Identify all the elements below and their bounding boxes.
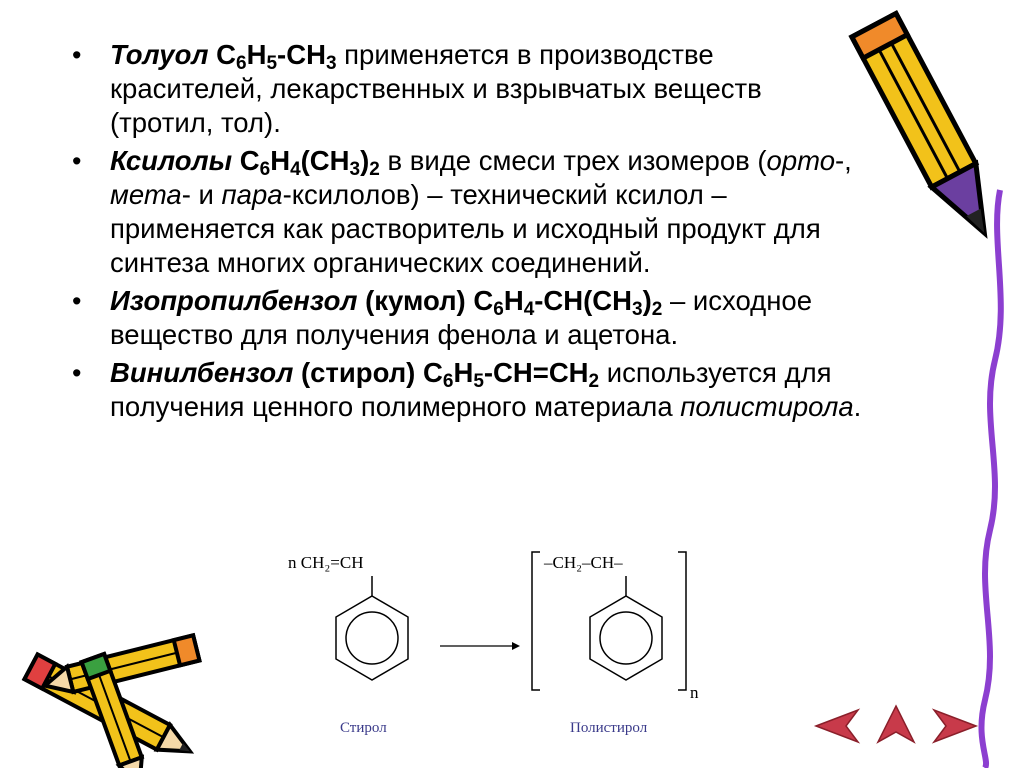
bullet-list bbox=[72, 38, 872, 428]
nav-home-button[interactable] bbox=[874, 702, 918, 746]
nav-next-button[interactable] bbox=[930, 706, 980, 746]
left-bracket bbox=[532, 552, 540, 690]
formula-styrene: $C_6H_5-CH=CH_2$ bbox=[422, 357, 600, 392]
bullet-marker: • bbox=[72, 40, 82, 70]
monomer-caption: Стирол bbox=[340, 720, 387, 736]
desc-toluene: применяется в производстве красителей, лекарственных и взрывчатых веществ (тротил, тол). bbox=[110, 39, 762, 138]
nav-prev-button[interactable] bbox=[812, 706, 862, 746]
triangle-left-icon bbox=[816, 710, 858, 742]
crossed-pencils-icon bbox=[0, 615, 210, 765]
polymer-caption: Полистирол bbox=[570, 720, 648, 736]
bullet-xylenes: • Ксилолы $C_6H_4(CH_3)_2$ в виде смеси трех изомеров (орто-, мета- и пара-ксилолов) – технический ксилол – применяется как растворитель и исходный продукт для синтеза многих органических соединений. bbox=[72, 145, 852, 278]
bullet-marker: • bbox=[72, 358, 82, 388]
polymer-formula: –CH₂–CH– bbox=[544, 553, 623, 572]
formula-toluene: $C_6H_5-CH_3$ bbox=[216, 39, 337, 74]
bullet-marker: • bbox=[72, 286, 82, 316]
formula-cumene: $C_6H_4-CH(CH_3)_2$ bbox=[473, 285, 663, 320]
benzene-ring-monomer bbox=[336, 596, 408, 680]
monomer-formula: n CH₂=CH bbox=[288, 553, 364, 572]
bullet-styrene: • Винилбензол (стирол) $C_6H_5-CH=CH_2$ используется для получения ценного полимерного материала полистирола. bbox=[72, 357, 862, 422]
desc-cumene: – исходное вещество для получения фенола и ацетона. bbox=[110, 285, 812, 350]
triangle-right-icon bbox=[934, 710, 976, 742]
bullet-cumene: • Изопропилбензол (кумол) $C_6H_4-CH(CH_3)_2$ – исходное вещество для получения фенола и ацетона. bbox=[72, 285, 812, 350]
term-styrene: Винилбензол bbox=[110, 357, 294, 388]
term-xylenes: Ксилолы bbox=[110, 145, 233, 176]
pencil-icon bbox=[860, 0, 1020, 260]
bullet-toluene bbox=[72, 38, 872, 140]
triangle-up-icon bbox=[878, 706, 914, 742]
benzene-ring-polymer bbox=[590, 596, 662, 680]
term-toluene: Толуол bbox=[110, 39, 209, 70]
desc-styrene: используется для получения ценного полимерного материала bbox=[110, 357, 832, 422]
n-subscript: n bbox=[690, 683, 699, 702]
right-bracket bbox=[678, 552, 686, 690]
term-cumene: Изопропилбензол bbox=[110, 285, 358, 316]
bullet-marker: • bbox=[72, 146, 82, 176]
polymerization-scheme bbox=[280, 548, 740, 748]
formula-xylenes: $C_6H_4(CH_3)_2$ bbox=[239, 145, 380, 180]
